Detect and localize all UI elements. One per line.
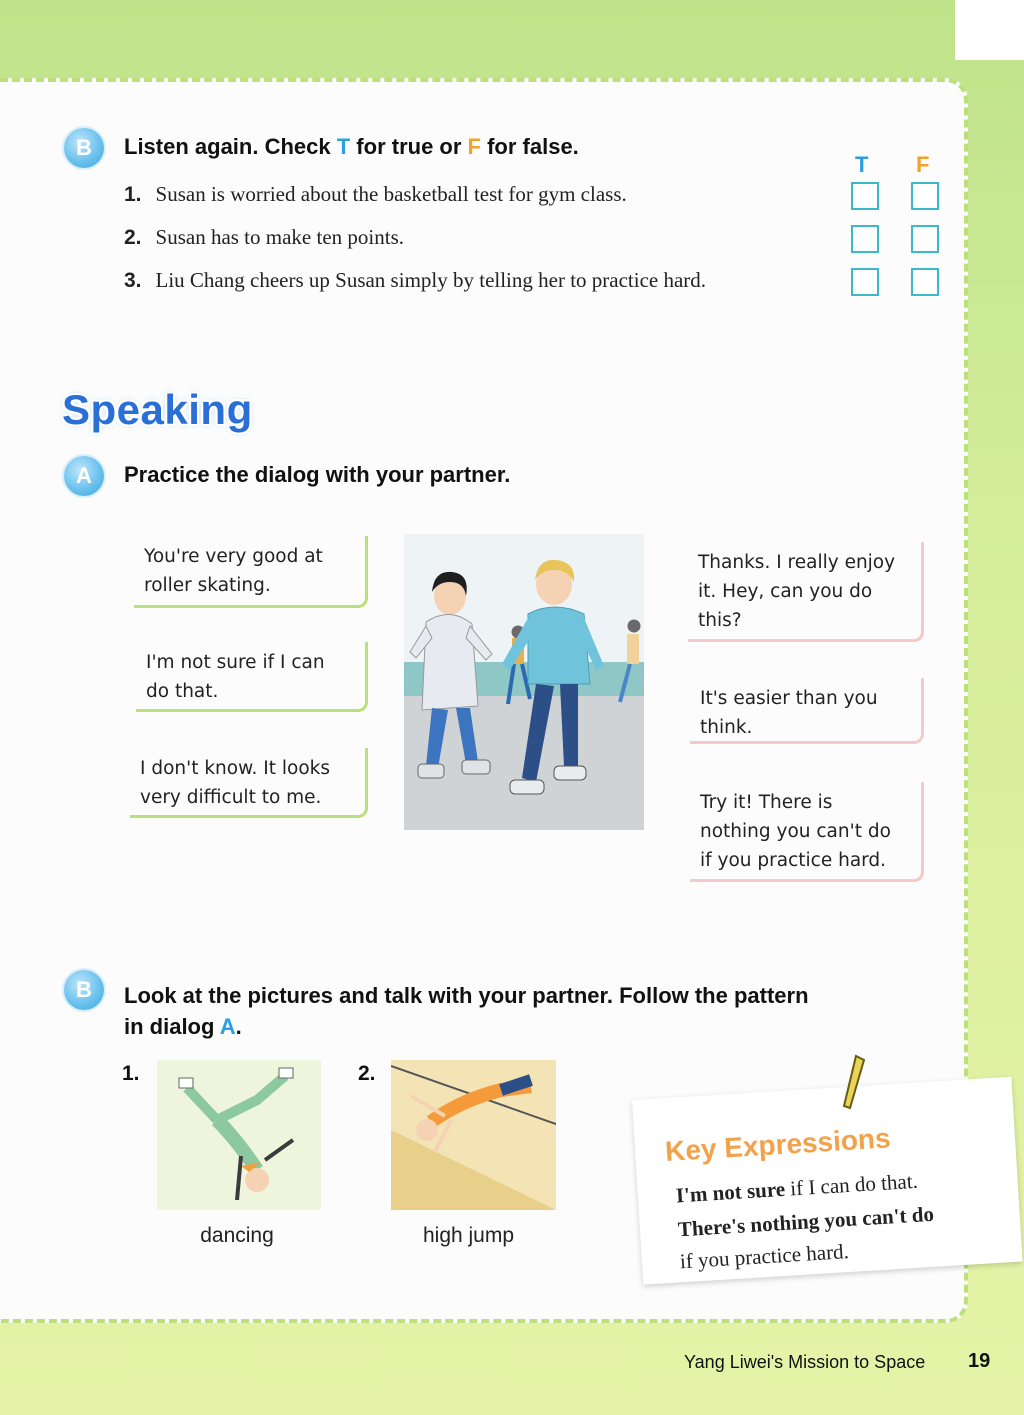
key-expression-bold: I'm not sure [675,1176,786,1208]
practice-heading: Practice the dialog with your partner. [124,462,511,487]
speech-bubble-left-2 [136,642,368,712]
section-badge-b-listen: B [64,128,104,168]
bubble-line: very difficult to me. [140,787,322,808]
key-expressions-title: Key Expressions [664,1122,892,1168]
key-expression-rest: if I can do that. [784,1168,919,1201]
bubble-line: It's easier than you [700,688,878,709]
bubble-line: roller skating. [144,575,271,596]
speech-bubble-left-3 [130,748,368,818]
true-checkbox-2[interactable] [851,225,879,253]
statement-item [124,268,706,293]
bubble-line: if you practice hard. [700,850,887,871]
heading-text: . [235,1014,242,1039]
listen-heading-f: F [467,134,481,159]
false-checkbox-2[interactable] [911,225,939,253]
high-jump-picture [391,1060,556,1210]
bubble-line: I'm not sure if I can [146,652,325,673]
bubble-line: Try it! There is [700,792,833,813]
listen-heading-text-1: Listen again. Check [124,134,337,159]
speaking-title: Speaking [62,386,253,433]
speech-bubble-right-3 [690,782,924,882]
picture-caption-1: dancing [200,1224,274,1247]
speech-bubble-right-1 [688,542,924,642]
bubble-line: nothing you can't do [700,821,891,842]
bubble-line: I don't know. It looks [140,758,331,779]
speech-bubble-left-1 [134,536,368,608]
paper-clip-icon [836,1052,876,1114]
false-checkbox-1[interactable] [911,182,939,210]
page-number: 19 [968,1350,991,1372]
picture-number-1: 1. [122,1062,140,1085]
statement-item [124,182,627,207]
speech-bubble-right-2 [690,678,924,744]
bubble-line: think. [700,717,753,738]
bubble-line: You're very good at [144,546,323,567]
statement-item [124,225,404,250]
bubble-line: this? [698,610,742,631]
roller-skating-illustration [404,534,644,830]
listen-heading-text-2: for true or [350,134,468,159]
key-expression-line-1 [675,1169,918,1209]
listen-heading-t: T [336,134,351,159]
picture-caption-2: high jump [422,1224,515,1247]
key-expression-bold: There's nothing you can't do [677,1201,935,1242]
pictures-heading-line-2 [124,1011,809,1042]
false-checkbox-3[interactable] [911,268,939,296]
bubble-line: Thanks. I really enjoy [698,552,896,573]
section-badge-a: A [64,456,104,496]
dialog-a-ref: A [219,1014,236,1039]
book-title: Yang Liwei's Mission to Space [684,1352,926,1372]
top-right-blank [955,0,1024,60]
bubble-line: do that. [146,681,219,702]
key-expressions-card [632,1077,1023,1285]
statement-number: 3. [124,269,142,292]
statement-text: Susan has to make ten points. [155,225,404,249]
bubble-line: it. Hey, can you do [698,581,873,602]
pictures-heading-line-1: Look at the pictures and talk with your partner. Follow the pattern [124,983,809,1008]
column-header-true: T [855,152,869,177]
column-header-false: F [916,152,930,177]
section-badge-b-pictures: B [64,970,104,1010]
key-expression-line-2 [677,1202,934,1243]
pictures-heading [124,980,809,1042]
statement-number: 2. [124,226,142,249]
key-expression-line-3: if you practice hard. [679,1239,850,1274]
statement-text: Susan is worried about the basketball test for gym class. [155,182,627,206]
heading-text: in dialog [124,1014,220,1039]
listen-heading-text-3: for false. [480,134,579,159]
listen-heading [124,134,579,160]
statement-number: 1. [124,183,142,206]
picture-number-2: 2. [358,1062,376,1085]
true-checkbox-1[interactable] [851,182,879,210]
dancing-picture [157,1060,321,1210]
statement-text: Liu Chang cheers up Susan simply by telling her to practice hard. [155,268,707,292]
true-checkbox-3[interactable] [851,268,879,296]
